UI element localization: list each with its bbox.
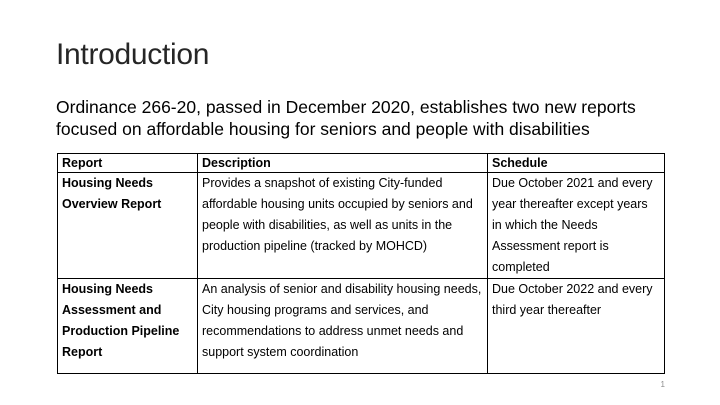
table-header-row xyxy=(58,154,665,173)
column-header-schedule: Schedule xyxy=(488,154,665,173)
table-row xyxy=(58,173,665,279)
schedule-cell: Due October 2021 and every year thereafter except years in which the Needs Assessment report is completed xyxy=(488,173,665,279)
table-row xyxy=(58,279,665,374)
schedule-cell: Due October 2022 and every third year thereafter xyxy=(488,279,665,374)
report-name-cell: Housing Needs Overview Report xyxy=(58,173,198,279)
column-header-report: Report xyxy=(58,154,198,173)
page-number: 1 xyxy=(660,380,665,389)
report-name-cell: Housing Needs Assessment and Production Pipeline Report xyxy=(58,279,198,374)
slide-title: Introduction xyxy=(56,38,210,71)
description-cell: An analysis of senior and disability housing needs, City housing programs and services, and recommendations to address unmet needs and support system coordination xyxy=(198,279,488,374)
description-cell: Provides a snapshot of existing City-funded affordable housing units occupied by seniors and people with disabilities, as well as units in the production pipeline (tracked by MOHCD) xyxy=(198,173,488,279)
reports-table xyxy=(57,153,665,374)
slide-subtitle: Ordinance 266-20, passed in December 2020, establishes two new reports focused on affordable housing for seniors and people with disabilities xyxy=(56,97,636,139)
column-header-description: Description xyxy=(198,154,488,173)
